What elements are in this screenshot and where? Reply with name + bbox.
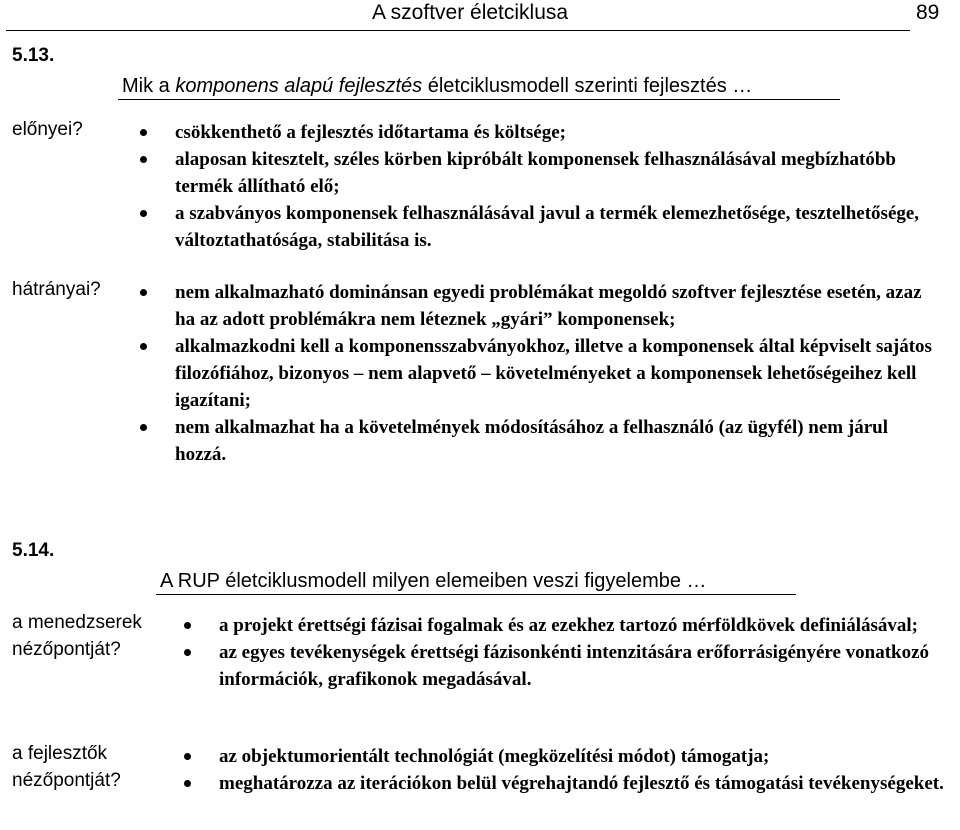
- list-item-text: nem alkalmazhat ha a követelmények módosításához a felhasználó (az ügyfél) nem járul hozzá.: [175, 417, 888, 465]
- bullet-icon: [140, 289, 147, 296]
- list-item: [181, 770, 951, 797]
- bullet-icon: [140, 343, 147, 350]
- managers-list: [181, 612, 951, 693]
- section-number-5-14: 5.14.: [12, 540, 55, 561]
- list-item-text: alkalmazkodni kell a komponensszabványokhoz, illetve a komponensek által képviselt sajátos filozófiához, bizonyos – nem alapvető – követelményeket a komponensek lehetőségeihez kell igazítani;: [175, 336, 932, 411]
- question-rule-5-14: [156, 594, 796, 595]
- list-item-text: a projekt érettségi fázisai fogalmak és az ezekhez tartozó mérföldkövek definiálásával;: [219, 615, 918, 636]
- page-number: 89: [916, 1, 940, 24]
- question-suffix: életciklusmodell szerinti fejlesztés …: [422, 75, 753, 97]
- running-title: A szoftver életciklusa: [372, 1, 569, 24]
- question-italic-term: komponens alapú fejlesztés: [175, 75, 423, 97]
- advantages-label: előnyei?: [12, 119, 83, 140]
- list-item: [181, 639, 951, 693]
- question-5-14: A RUP életciklusmodell milyen elemeiben veszi figyelembe …: [160, 570, 707, 592]
- list-item: [181, 743, 951, 770]
- question-rule-5-13: [118, 99, 840, 100]
- bullet-icon: [184, 649, 191, 656]
- section-number-5-13: 5.13.: [12, 45, 55, 66]
- list-item: [137, 200, 937, 254]
- header-rule: [6, 30, 910, 31]
- list-item: [137, 119, 937, 146]
- list-item: [137, 146, 937, 200]
- list-item: [137, 414, 937, 468]
- list-item-text: alaposan kitesztelt, széles körben kipróbált komponensek felhasználásával megbízhatóbb termék állítható elő;: [175, 149, 896, 197]
- bullet-icon: [184, 780, 191, 787]
- bullet-icon: [140, 156, 147, 163]
- list-item-text: az objektumorientált technológiát (megközelítési módot) támogatja;: [219, 746, 770, 767]
- developers-label-line2: nézőpontját?: [12, 770, 121, 791]
- bullet-icon: [184, 753, 191, 760]
- bullet-icon: [140, 424, 147, 431]
- list-item-text: csökkenthető a fejlesztés időtartama és költsége;: [175, 122, 566, 143]
- bullet-icon: [184, 622, 191, 629]
- list-item: [181, 612, 951, 639]
- question-5-13: [122, 74, 752, 99]
- disadvantages-list: [137, 279, 937, 468]
- developers-label-line1: a fejlesztők: [12, 743, 108, 764]
- list-item-text: nem alkalmazható dominánsan egyedi problémákat megoldó szoftver fejlesztése esetén, azaz ha az adott problémákra nem léteznek „gyári” komponensek;: [175, 282, 922, 330]
- list-item-text: az egyes tevékenységek érettségi fázisonkénti intenzitására erőforrásigényére vonatkozó információk, grafikonok megadásával.: [219, 642, 930, 690]
- list-item-text: meghatározza az iterációkon belül végrehajtandó fejlesztő és támogatási tevékenységeket.: [219, 773, 944, 794]
- developers-label: [12, 740, 162, 794]
- list-item: [137, 279, 937, 333]
- disadvantages-label: hátrányai?: [12, 279, 101, 300]
- developers-list: [181, 743, 951, 797]
- managers-label-line1: a menedzserek: [12, 612, 142, 633]
- managers-label-line2: nézőpontját?: [12, 639, 121, 660]
- list-item: [137, 333, 937, 414]
- bullet-icon: [140, 210, 147, 217]
- list-item-text: a szabványos komponensek felhasználásával javul a termék elemezhetősége, tesztelhetősége, változtathatósága, stabilitása is.: [175, 203, 920, 251]
- question-prefix: Mik a: [122, 75, 176, 97]
- managers-label: [12, 609, 162, 663]
- bullet-icon: [140, 129, 147, 136]
- advantages-list: [137, 119, 937, 254]
